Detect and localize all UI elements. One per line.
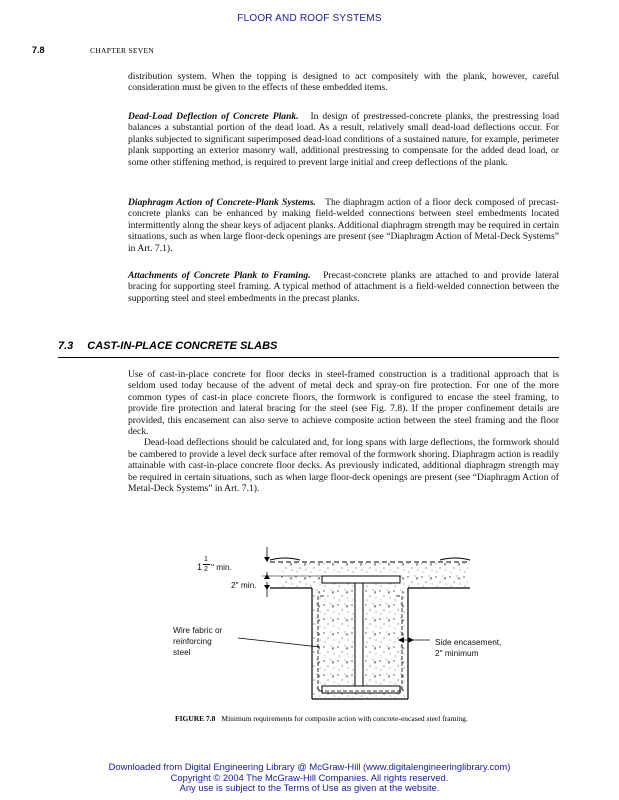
- footer-terms-link[interactable]: Any use is subject to the Terms of Use as given at the website.: [179, 782, 440, 793]
- chapter-label: CHAPTER SEVEN: [90, 46, 155, 55]
- paragraph-text: Use of cast-in-place concrete for floor decks in steel-framed construction is a traditional approach that is seldom used today because of the advent of metal deck and spray-on fire protection. For one of the more common types of cast-in place concrete floors, the formwork is configured to encase the steel framing, to provide fire protection and lateral bracing for the steel (see Fig. 7.8). If the proper confinement details are provided, this encasement can also serve to achieve composite action between the steel framing and the floor deck.: [128, 369, 559, 438]
- footer: [0, 762, 619, 794]
- caption-text: Minimum requirements for composite action with concrete-encased steel framing.: [221, 714, 468, 723]
- side-encasement-label: Side encasement, 2" minimum: [435, 637, 502, 658]
- wire-fabric-label: Wire fabric or reinforcing steel: [173, 625, 223, 657]
- footer-copyright: Copyright © 2004 The McGraw-Hill Companies. All rights reserved.: [170, 771, 449, 783]
- figure-caption: [175, 714, 468, 723]
- run-in-heading: Diaphragm Action of Concrete-Plank Systems.: [128, 197, 316, 208]
- paragraph-text: Precast-concrete planks are attached to and provide lateral bracing for supporting steel framing. A typical method of attachment is a field-welded connection between the supporting steel and steel embedments in the precast planks.: [128, 270, 559, 304]
- run-in-heading: Attachments of Concrete Plank to Framing.: [128, 270, 311, 281]
- section-number: 7.3: [58, 340, 74, 352]
- section-title: CAST-IN-PLACE CONCRETE SLABS: [87, 340, 278, 352]
- paragraph-text: Dead-load deflections should be calculated and, for long spans with large deflections, the formwork should be cambered to provide a level deck surface after removal of the formwork shoring. Diaphragm action is readily attainable with cast-in-place concrete floor decks. As previously indicated, additional diaphragm strength may be required in certain situations, such as when large floor-deck openings are present (see “Diaphragm Action of Metal-Deck Systems” in Art. 7.1).: [128, 437, 559, 495]
- footer-download-link[interactable]: Downloaded from Digital Engineering Library @ McGraw-Hill (www.digitalengineeringlibrary.com): [108, 761, 511, 772]
- paragraph-text: distribution system. When the topping is designed to act compositely with the plank, however, careful consideration must be given to the effects of these embedded items.: [128, 71, 559, 94]
- paragraph-text: In design of prestressed-concrete planks, the prestressing load balances a substantial portion of the dead load. As a result, relatively small dead-load deflections occur. For planks subjected to significant superimposed dead-load conditions of a sustained nature, for example, perimeter plank supporting an exterior masonry wall, additional prestressing to compensate for the added dead load, or some other stiffening method, is required to prevent large initial and creep deflections of the plank.: [128, 111, 559, 168]
- caption-label: FIGURE 7.8: [175, 714, 216, 723]
- run-in-heading: Dead-Load Deflection of Concrete Plank.: [128, 111, 299, 122]
- dim-bottom-label: 2" min.: [231, 580, 257, 590]
- paragraph-text: The diaphragm action of a floor deck composed of precast-concrete planks can be enhanced by making field-welded connections between steel embedments located intermittently along the shear keys of adjacent planks. Additional diaphragm strength may be required in certain situations, such as when large floor-deck openings are present (see “Diaphragm Action of Metal-Deck Systems” in Art. 7.1).: [128, 197, 559, 254]
- running-header: FLOOR AND ROOF SYSTEMS: [237, 13, 382, 24]
- page-number: 7.8: [32, 45, 45, 55]
